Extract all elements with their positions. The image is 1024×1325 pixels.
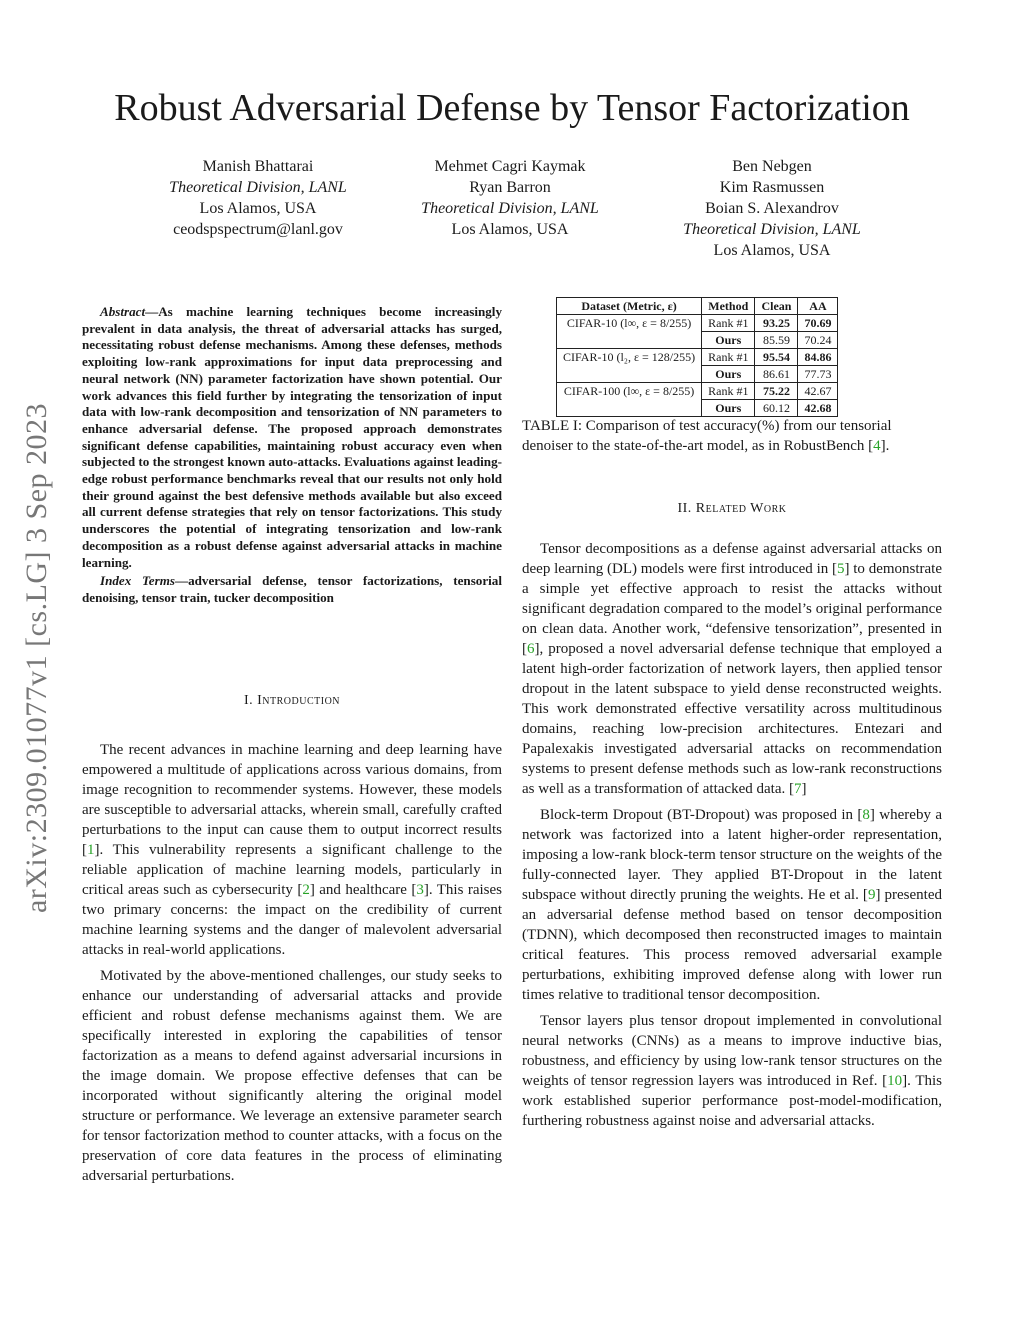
table-cell: 86.61	[755, 366, 798, 383]
table-cell: 75.22	[755, 383, 798, 400]
author-affiliation: Theoretical Division, LANL	[421, 200, 599, 217]
author-affiliation: Theoretical Division, LANL	[683, 221, 861, 238]
citation-link[interactable]: 5	[837, 561, 845, 577]
related-paragraph-1: Tensor decompositions as a defense against adversarial attacks on deep learning (DL) models were first introduced in [5] to demonstrate a simple yet effective approach to resist the attacks without significant degradation compared to the model’s original performance on clean data. Another work, “defensive tensorization”, presented in [6], proposed a novel adversarial defense technique that employed a latent high-order factorization of network layers, then applied tensor dropout in the latent subspace to yield dense reconstructed weights. This work demonstrated effective versatility across multitudinous domains, reaching low-precision architectures. Entezari and Papalexakis investigated adversarial attacks on recommendation systems to present defense methods such as low-rank reconstructions as well as a transformation of attacked data. [7]	[522, 541, 942, 797]
citation-link[interactable]: 9	[867, 887, 876, 903]
author-location: Los Alamos, USA	[199, 200, 317, 217]
author-email[interactable]: ceodspspectrum@lanl.gov	[173, 221, 343, 238]
table-cell: 95.54	[755, 349, 798, 366]
table-cell-dataset: CIFAR-10 (l₂, ε = 128/255)	[557, 349, 702, 366]
table-cell: 77.73	[798, 366, 838, 383]
citation-link[interactable]: 8	[862, 807, 870, 823]
citation-link[interactable]: 3	[416, 882, 424, 898]
table-cell-empty	[557, 366, 702, 383]
section-heading-related-work: II. Related Work	[677, 501, 787, 516]
citation-link[interactable]: 6	[527, 641, 535, 657]
table-row	[557, 349, 838, 366]
author-name: Boian S. Alexandrov	[705, 200, 839, 217]
table-cell-dataset: CIFAR-10 (l∞, ε = 8/255)	[557, 315, 702, 332]
intro-paragraph-2: Motivated by the above-mentioned challenges, our study seeks to enhance our understanding of adversarial attacks and provide efficient and robust defense mechanisms against them. We are specifically interested in exploring the capabilities of tensor factorization as a means to defend against adversarial incursions in the image domain. We propose effective defenses that can be incorporated without significantly altering the original model structure or performance. We leverage an extensive parameter search for tensor factorization method to counter attacks, with a focus on the preservation of core data features in the process of eliminating adversarial perturbations.	[82, 968, 502, 1184]
table-cell: 93.25	[755, 315, 798, 332]
related-paragraph-3: Tensor layers plus tensor dropout implemented in convolutional neural networks (CNNs) as a means to improve inductive bias, robustness, and efficiency by using low-rank tensor structures on the weights of tensor regression layers was introduced in Ref. [10]. This work established superior performance post-model-modification, furthering robustness against noise and adversarial attacks.	[522, 1013, 942, 1129]
table-cell: Ours	[702, 400, 755, 417]
table-cell: 84.86	[798, 349, 838, 366]
table-header: AA	[798, 298, 838, 315]
author-block-2	[392, 156, 628, 240]
related-work-body	[522, 539, 942, 1131]
table-cell: Ours	[702, 366, 755, 383]
table-cell-empty	[557, 332, 702, 349]
table-cell: Rank #1	[702, 383, 755, 400]
table-row	[557, 366, 838, 383]
table-caption: TABLE I: Comparison of test accuracy(%) from our tensorial denoiser to the state-of-the-art model, as in RobustBench [4].	[522, 418, 892, 454]
table-cell: 85.59	[755, 332, 798, 349]
citation-link[interactable]: 4	[873, 438, 881, 454]
citation-link[interactable]: 10	[887, 1073, 903, 1089]
index-terms-text: —adversarial defense, tensor factorizations, tensorial denoising, tensor train, tucker decomposition	[82, 573, 502, 605]
arxiv-sidebar-stamp	[12, 368, 62, 948]
table-cell: 42.67	[798, 383, 838, 400]
table-row	[557, 400, 838, 417]
author-name: Manish Bhattarai	[202, 158, 314, 175]
section-heading-introduction: I. Introduction	[243, 693, 341, 708]
author-name: Ben Nebgen	[732, 158, 812, 175]
author-name: Mehmet Cagri Kaymak	[434, 158, 586, 175]
abstract-label: Abstract	[100, 304, 146, 319]
arxiv-id: arXiv:2309.01077v1 [cs.LG] 3 Sep 2023	[20, 402, 53, 914]
table-cell-dataset: CIFAR-100 (l∞, ε = 8/255)	[557, 383, 702, 400]
results-table	[556, 297, 838, 417]
index-terms-label: Index Terms	[100, 573, 175, 589]
table-cell-empty	[557, 400, 702, 417]
citation-link[interactable]: 2	[302, 882, 310, 898]
paper-title: Robust Adversarial Defense by Tensor Factorization	[114, 87, 910, 129]
author-affiliation: Theoretical Division, LANL	[169, 179, 347, 196]
table-cell: 42.68	[798, 400, 838, 417]
author-name: Ryan Barron	[469, 179, 551, 196]
author-block-1	[140, 156, 376, 240]
author-name: Kim Rasmussen	[719, 179, 825, 196]
table-cell: Ours	[702, 332, 755, 349]
table-row	[557, 383, 838, 400]
intro-paragraph-1: The recent advances in machine learning and deep learning have empowered a multitude of applications across various domains, from image recognition to recommender systems. However, these models are susceptible to adversarial attacks, wherein small, carefully crafted perturbations to the input can cause them to output incorrect results [1]. This vulnerability represents a significant challenge to the reliable application of machine learning models, particularly in critical areas such as cybersecurity [2] and healthcare [3]. This raises two primary concerns: the impact on the credibility of current machine learning systems and the danger of malevolent adversarial attacks in real-world applications.	[82, 742, 502, 958]
table-cell: Rank #1	[702, 349, 755, 366]
related-paragraph-2: Block-term Dropout (BT-Dropout) was proposed in [8] whereby a network was factorized into a latent higher-order representation, imposing a low-rank block-term tensor structure on the weights of the fully-connected layer. They applied BT-Dropout in the latent subspace without directly pruning the weights. He et al. [9] presented an adversarial defense method based on tensor decomposition (TDNN), which decomposed then reconstructed images to maintain critical features. This process removed adversarial example perturbations, exhibiting improved defense along with lower run times relative to traditional tensor decomposition.	[522, 807, 943, 1003]
abstract	[82, 304, 502, 607]
table-header-row	[557, 298, 838, 315]
abstract-text: —As machine learning techniques become increasingly prevalent in data analysis, the threat of adversarial attacks has surged, necessitating robust defense mechanisms. Among these defenses, methods exploiting low-rank approximations for input data preprocessing and neural network (NN) parameter factorization have shown potential. Our work advances this field further by integrating the tensorization of input data with low-rank decomposition and tensorization of NN parameters to enhance adversarial defense. The proposed approach demonstrates significant defense capabilities, maintaining robust accuracy even when subjected to the strongest known auto-attacks. Evaluations against leading-edge robust performance benchmarks reveal that our results not only hold their ground against the best defensive methods available but also exceed all current defense strategies that rely on tensor factorizations. This study underscores the potential of integrating tensorization and low-rank decomposition as a robust defense against adversarial attacks in machine learning.	[82, 304, 502, 570]
introduction-body	[82, 740, 502, 1186]
table-header: Dataset (Metric, ε)	[557, 298, 702, 315]
author-location: Los Alamos, USA	[713, 242, 831, 259]
table-row	[557, 332, 838, 349]
table-row	[557, 315, 838, 332]
table-cell: 70.24	[798, 332, 838, 349]
table-cell: 70.69	[798, 315, 838, 332]
table-cell: Rank #1	[702, 315, 755, 332]
table-header: Clean	[755, 298, 798, 315]
author-location: Los Alamos, USA	[451, 221, 569, 238]
citation-link[interactable]: 7	[793, 781, 802, 797]
table-header: Method	[702, 298, 755, 315]
table-cell: 60.12	[755, 400, 798, 417]
author-block-3	[654, 156, 890, 261]
citation-link[interactable]: 1	[87, 842, 95, 858]
